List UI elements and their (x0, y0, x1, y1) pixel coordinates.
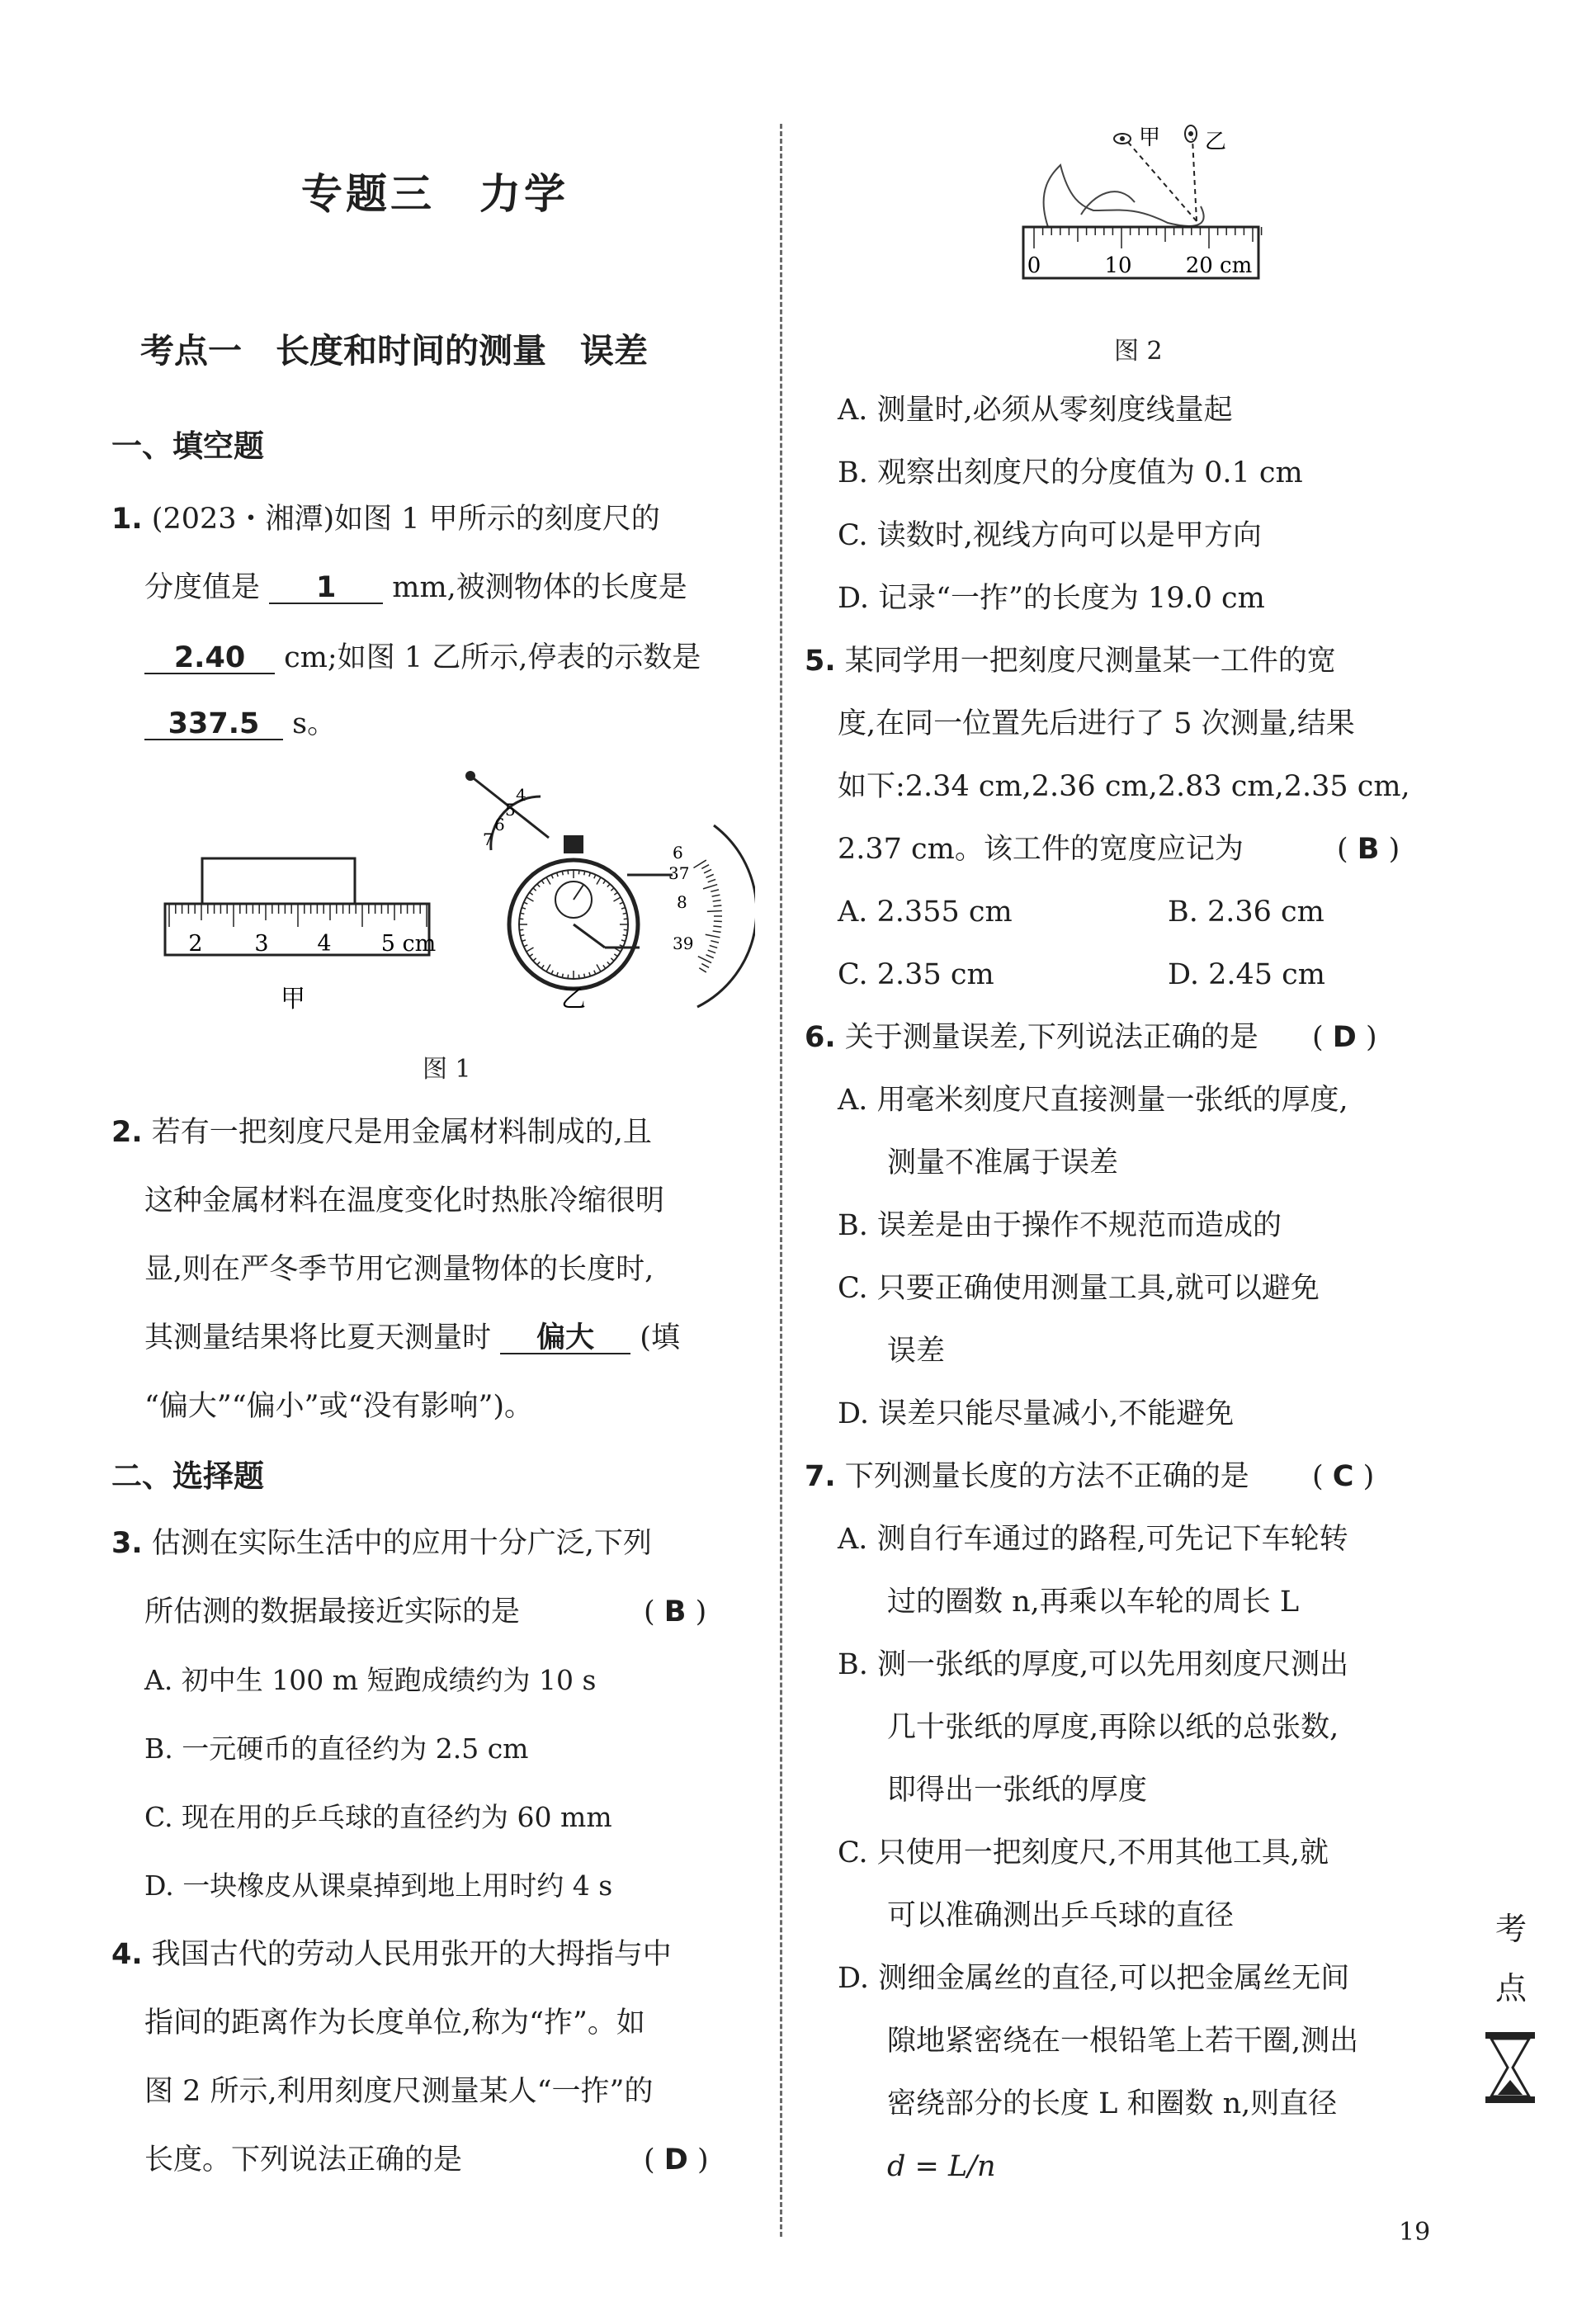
q7-option-b-1: B. 测一张纸的厚度,可以先用刻度尺测出 (838, 1648, 1349, 1681)
q6-number: 6. (805, 1021, 836, 1054)
scale-tick (712, 895, 720, 896)
q7-option-b-2: 几十张纸的厚度,再除以纸的总张数, (887, 1711, 1339, 1744)
q7-answer-paren: ( C ) (1312, 1460, 1375, 1493)
svg-text:4: 4 (516, 785, 526, 805)
q7-option-d-3: 密绕部分的长度 L 和圈数 n,则直径 (887, 2087, 1338, 2120)
fig2-caption: 图 2 (1114, 337, 1163, 366)
q1-text-3b: cm;如图 1 乙所示,停表的示数是 (284, 641, 701, 674)
q3-answer: B (663, 1595, 687, 1628)
q3-line2 (144, 1595, 521, 1628)
q1-line1 (111, 505, 660, 534)
fig1-caption: 图 1 (423, 1055, 471, 1084)
scale-tick (584, 974, 585, 978)
fig2-label-yi: 乙 (1205, 130, 1227, 154)
q6-answer: D (1332, 1021, 1357, 1054)
q1-text-4b: s。 (292, 707, 337, 740)
svg-text:6: 6 (673, 843, 683, 863)
q4-answer-paren: ( D ) (644, 2143, 709, 2177)
q2-text-4b: (填 (640, 1321, 680, 1354)
q2-answer: 偏大 (500, 1324, 630, 1354)
scale-tick (578, 870, 579, 874)
q2-line4 (144, 1321, 680, 1354)
svg-text:8: 8 (677, 892, 687, 912)
scale-tick (706, 934, 720, 938)
scale-tick (706, 874, 714, 877)
ruler-tick-2: 2 (188, 931, 203, 957)
q5-number: 5. (805, 645, 836, 678)
stopwatch (465, 771, 755, 1007)
q2-text-1: 若有一把刻度尺是用金属材料制成的,且 (151, 1116, 652, 1149)
q2-line3: 显,则在严冬季节用它测量物体的长度时, (144, 1253, 654, 1286)
q5-line4: 2.37 cm。该工件的宽度应记为 (838, 833, 1244, 866)
q5-option-d: D. 2.45 cm (1168, 958, 1325, 991)
scale-tick (713, 905, 721, 906)
q4-line1 (111, 1940, 672, 1969)
q3-option-b: B. 一元硬币的直径约为 2.5 cm (144, 1732, 529, 1765)
part1-heading: 一、填空题 (111, 428, 264, 464)
figure-1 (153, 759, 755, 1065)
q7-option-d-2: 隙地紧密绕在一根铅笔上若干圈,测出 (887, 2025, 1359, 2058)
q1-text-2a: 分度值是 (144, 571, 261, 604)
q3-answer-paren: ( B ) (644, 1595, 707, 1628)
scale-tick (713, 900, 721, 901)
scale-tick (713, 926, 721, 927)
column-divider (780, 124, 782, 2237)
fig2-label-jia: 甲 (1139, 125, 1161, 150)
scale-tick (701, 865, 709, 869)
q7-option-c-1: C. 只使用一把刻度尺,不用其他工具,就 (838, 1836, 1329, 1869)
q1-line2 (144, 571, 687, 604)
q4-text-1: 我国古代的劳动人民用张开的大拇指与中 (151, 1938, 672, 1971)
scale-tick (568, 870, 569, 874)
scale-tick (711, 941, 719, 943)
q5-option-c: C. 2.35 cm (838, 958, 994, 991)
q1-line4 (144, 707, 337, 740)
scale-tick (710, 945, 718, 948)
svg-text:39: 39 (673, 933, 694, 953)
q3-option-d: D. 一块橡皮从课桌掉到地上用时约 4 s (144, 1869, 613, 1902)
scale-tick (562, 871, 563, 875)
q3-text-1: 估测在实际生活中的应用十分广泛,下列 (151, 1527, 652, 1560)
q4-line2: 指间的距离作为长度单位,称为“拃”。如 (144, 2006, 645, 2039)
scale-tick (624, 929, 628, 930)
q1-text-2b: mm,被测物体的长度是 (392, 571, 687, 604)
q1-answer-length: 2.40 (144, 644, 275, 674)
q4-number: 4. (111, 1938, 143, 1971)
q3-text-2: 所估测的数据最接近实际的是 (144, 1595, 521, 1628)
section-title: 考点一 长度和时间的测量 误差 (140, 331, 648, 371)
scale-tick (568, 975, 569, 979)
q4-answer: D (663, 2143, 688, 2177)
q5-answer: B (1357, 833, 1380, 866)
q5-line1 (805, 647, 1336, 676)
q6-line1 (805, 1023, 1258, 1052)
q2-number: 2. (111, 1116, 143, 1149)
q7-option-d-1: D. 测细金属丝的直径,可以把金属丝无间 (838, 1962, 1350, 1995)
svg-text:5: 5 (505, 800, 516, 820)
ruler-jia (165, 904, 436, 957)
q3-number: 3. (111, 1527, 143, 1560)
scale-tick (562, 974, 563, 978)
scale-tick (703, 885, 717, 889)
q2-line1 (111, 1118, 652, 1147)
ruler-tick-3: 3 (254, 931, 269, 957)
q5-option-a: A. 2.355 cm (838, 896, 1013, 929)
q7-answer: C (1332, 1460, 1354, 1493)
scale-tick (713, 931, 721, 932)
scale-tick (623, 935, 627, 936)
fig2-tick-20: 20 cm (1185, 253, 1253, 278)
scale-tick (706, 955, 714, 958)
scale-tick (520, 913, 524, 914)
scale-tick (584, 871, 585, 875)
q6-text-1: 关于测量误差,下列说法正确的是 (844, 1021, 1258, 1054)
measured-block (202, 858, 355, 904)
q6-answer-paren: ( D ) (1312, 1021, 1377, 1054)
hand-outline (1044, 165, 1204, 227)
q4-option-d: D. 记录“一拃”的长度为 19.0 cm (838, 582, 1265, 615)
hourglass-icon (1481, 2030, 1539, 2105)
q3-line1 (111, 1529, 652, 1558)
scale-tick (708, 879, 715, 881)
scale-tick (623, 913, 627, 914)
q1-answer-division: 1 (269, 574, 383, 604)
q7-option-b-3: 即得出一张纸的厚度 (887, 1774, 1148, 1807)
scale-tick (578, 975, 579, 979)
scale-tick (708, 950, 715, 952)
svg-text:37: 37 (668, 863, 690, 883)
q6-option-a-2: 测量不准属于误差 (887, 1146, 1119, 1179)
fig1-label-jia: 甲 (281, 985, 305, 1014)
q4-option-a: A. 测量时,必须从零刻度线量起 (838, 394, 1233, 427)
scale-tick (707, 911, 722, 912)
q7-option-a-1: A. 测自行车通过的路程,可先记下车轮转 (838, 1523, 1348, 1556)
q5-option-b: B. 2.36 cm (1168, 896, 1324, 929)
q3-option-a: A. 初中生 100 m 短跑成绩约为 10 s (144, 1664, 597, 1696)
ruler-tick-4: 4 (317, 931, 332, 957)
scale-tick (701, 964, 709, 968)
q7-option-c-2: 可以准确测出乒乓球的直径 (887, 1899, 1235, 1932)
part2-heading: 二、选择题 (111, 1458, 264, 1494)
scale-tick (519, 929, 523, 930)
q7-number: 7. (805, 1460, 836, 1493)
page-number: 19 (1399, 2218, 1431, 2247)
q7-text-1: 下列测量长度的方法不正确的是 (844, 1460, 1249, 1493)
q4-option-c: C. 读数时,视线方向可以是甲方向 (838, 519, 1262, 552)
q2-text-4a: 其测量结果将比夏天测量时 (144, 1321, 492, 1354)
page-title: 专题三 力学 (301, 170, 569, 218)
q6-option-c-2: 误差 (887, 1335, 946, 1368)
fig2-tick-0: 0 (1027, 253, 1041, 278)
q6-option-a-1: A. 用毫米刻度尺直接测量一张纸的厚度, (838, 1084, 1348, 1117)
q6-option-c-1: C. 只要正确使用测量工具,就可以避免 (838, 1272, 1320, 1305)
q2-line5: “偏大”“偏小”或“没有影响”)。 (144, 1390, 534, 1423)
svg-text:6: 6 (494, 815, 505, 834)
q6-option-d: D. 误差只能尽量减小,不能避免 (838, 1397, 1235, 1430)
q4-line3: 图 2 所示,利用刻度尺测量某人“一拃”的 (144, 2075, 654, 2108)
side-tab-char-1: 考 (1495, 1911, 1528, 1947)
scale-tick (699, 968, 706, 972)
q5-line2: 度,在同一位置先后进行了 5 次测量,结果 (838, 707, 1355, 740)
q1-text-1: (2023・湘潭)如图 1 甲所示的刻度尺的 (151, 503, 660, 536)
side-tab-char-2: 点 (1495, 1970, 1528, 2006)
fig1-label-yi: 乙 (561, 985, 586, 1014)
q5-line3: 如下:2.34 cm,2.36 cm,2.83 cm,2.35 cm, (838, 770, 1410, 803)
q5-answer-paren: ( B ) (1337, 833, 1400, 866)
q7-option-a-2: 过的圈数 n,再乘以车轮的周长 L (887, 1586, 1300, 1619)
q7-line1 (805, 1460, 1249, 1493)
figure-2 (1003, 116, 1283, 314)
q6-option-b: B. 误差是由于操作不规范而造成的 (838, 1209, 1282, 1242)
q1-line3 (144, 641, 701, 674)
ruler-tick-5cm: 5 cm (380, 931, 437, 957)
q1-number: 1. (111, 503, 143, 536)
q2-line2: 这种金属材料在温度变化时热胀冷缩很明 (144, 1184, 665, 1217)
fig2-tick-10: 10 (1104, 253, 1132, 278)
q4-option-b: B. 观察出刻度尺的分度值为 0.1 cm (838, 456, 1303, 489)
q5-text-1: 某同学用一把刻度尺测量某一工件的宽 (844, 645, 1336, 678)
q4-line4: 长度。下列说法正确的是 (144, 2143, 463, 2177)
scale-tick (704, 869, 711, 872)
scale-tick (698, 957, 711, 963)
q7-option-d-4: d = L/n (887, 2150, 996, 2183)
scale-tick (520, 935, 524, 936)
q1-answer-stopwatch: 337.5 (144, 710, 283, 740)
svg-text:7: 7 (483, 830, 493, 849)
q3-option-c: C. 现在用的乒乓球的直径约为 60 mm (144, 1801, 612, 1833)
scale-tick (711, 890, 719, 891)
